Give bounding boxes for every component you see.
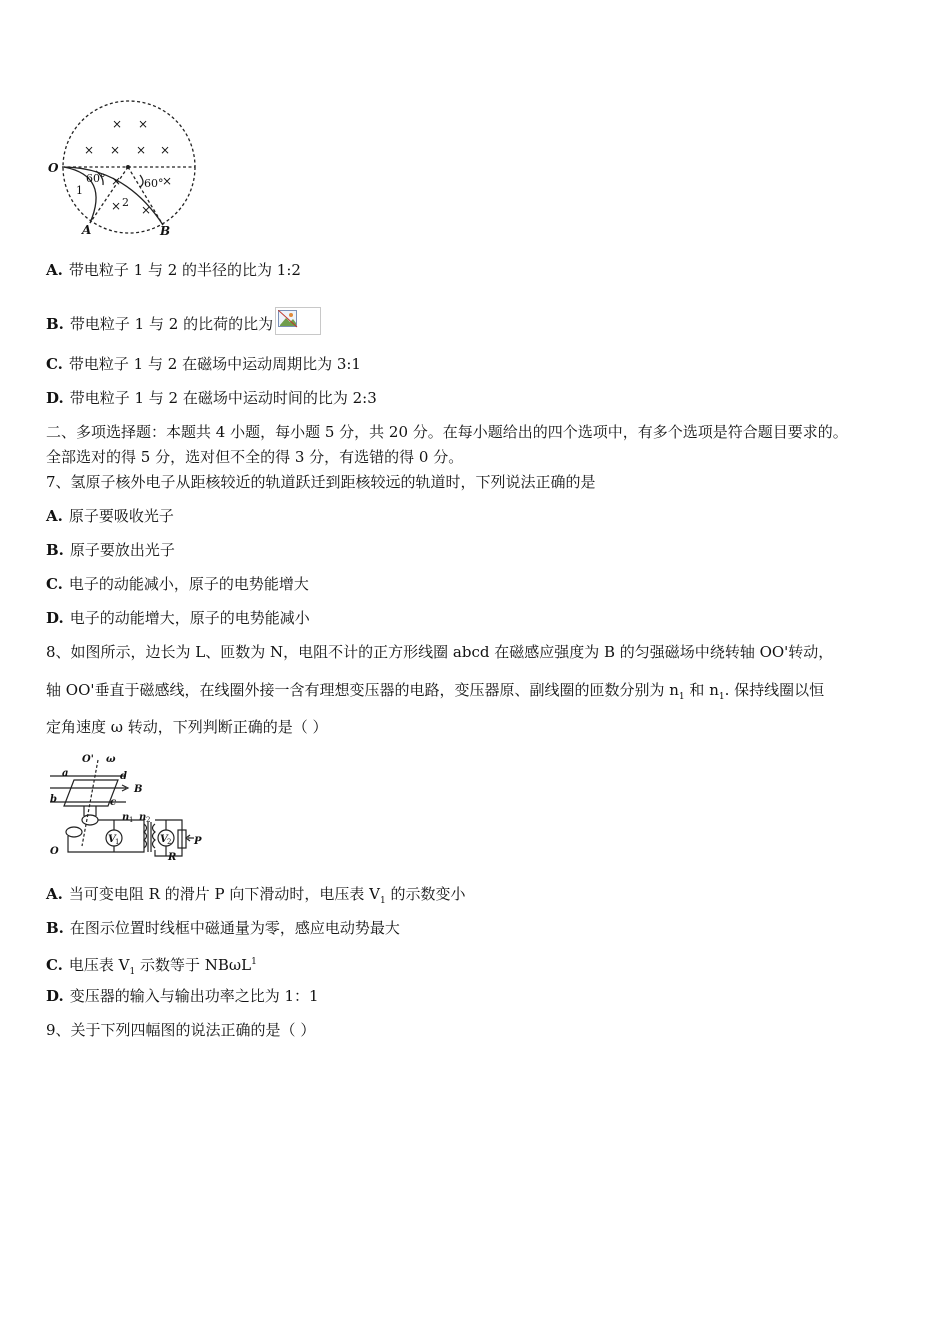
- field-cross: ×: [111, 174, 122, 188]
- option-key: A.: [46, 885, 63, 903]
- option-key: A.: [46, 261, 63, 279]
- svg-text:1: 1: [129, 816, 134, 824]
- option-text: 在图示位置时线框中磁通量为零，感应电动势最大: [69, 919, 400, 937]
- q7-option-a: [46, 506, 174, 526]
- option-text: 带电粒子 1 与 2 的比荷的比为: [69, 315, 274, 333]
- q8-option-a: A. 当可变电阻 R 的滑片 P 向下滑动时，电压表 $V_1$ 的示数变小: [46, 885, 466, 906]
- svg-text:P: P: [194, 836, 202, 847]
- q6-option-c: [46, 354, 361, 374]
- option-key: C.: [46, 575, 63, 593]
- angle-label-2: 60°: [144, 177, 164, 190]
- option-key: C.: [46, 956, 63, 974]
- option-key: D.: [46, 389, 64, 407]
- q8-option-d: [46, 986, 319, 1006]
- section-scoring: 全部选对的得 5 分，选对但不全的得 3 分，有选错的得 0 分。: [46, 448, 464, 466]
- field-cross: ×: [112, 117, 123, 131]
- option-key: D.: [46, 987, 64, 1005]
- q8-option-c: C. 电压表 $V_1$ 示数等于 NBωL$^1$: [46, 956, 257, 977]
- field-cross: ×: [141, 203, 152, 217]
- q6-option-b: [46, 307, 321, 335]
- path-label-2: 2: [122, 196, 129, 209]
- section-heading: 二、多项选择题：本题共 4 小题，每小题 5 分，共 20 分。在每小题给出的四个选项中，有多个选项是符合题目要求的。: [46, 423, 848, 441]
- q6-option-a: [46, 260, 301, 280]
- path-label-1: 1: [76, 184, 83, 197]
- field-cross: ×: [162, 174, 173, 188]
- svg-text:V: V: [160, 834, 168, 845]
- svg-text:R: R: [168, 852, 177, 863]
- field-cross: ×: [111, 199, 122, 213]
- svg-text:O': O': [82, 754, 94, 765]
- svg-text:b: b: [50, 794, 57, 805]
- label-O: O: [48, 161, 59, 175]
- option-text: 带电粒子 1 与 2 的半径的比为 1:2: [68, 261, 301, 279]
- q7-option-d: [46, 608, 310, 628]
- svg-text:d: d: [120, 771, 127, 782]
- field-cross: ×: [110, 143, 121, 157]
- option-key: B.: [46, 315, 64, 333]
- q7-stem: 7、氢原子核外电子从距核较近的轨道跃迁到距核较远的轨道时，下列说法正确的是: [46, 473, 596, 491]
- option-text: 原子要吸收光子: [68, 507, 174, 525]
- q8-stem-line1: 8、如图所示，边长为 L、匝数为 N，电阻不计的正方形线圈 abcd 在磁感应强度为 B 的匀强磁场中绕转轴 OO'转动，: [46, 643, 834, 661]
- angle-label-1: 60°: [86, 172, 106, 185]
- svg-text:1: 1: [115, 838, 120, 846]
- svg-text:2: 2: [167, 838, 172, 846]
- option-text: 变压器的输入与输出功率之比为 1：1: [69, 987, 319, 1005]
- svg-text:c: c: [110, 797, 117, 808]
- label-A: A: [82, 223, 92, 237]
- svg-text:a: a: [62, 768, 69, 779]
- option-key: B.: [46, 919, 64, 937]
- svg-text:B: B: [134, 784, 143, 795]
- field-cross: ×: [84, 143, 95, 157]
- q8-option-b: [46, 918, 400, 938]
- svg-text:V: V: [108, 834, 116, 845]
- svg-text:2: 2: [146, 816, 151, 824]
- option-text: 电子的动能增大，原子的电势能减小: [69, 609, 310, 627]
- option-key: A.: [46, 507, 63, 525]
- svg-text:n: n: [122, 812, 130, 823]
- option-text: 带电粒子 1 与 2 在磁场中运动时间的比为 2:3: [69, 389, 377, 407]
- label-B: B: [160, 224, 171, 238]
- field-cross: ×: [160, 143, 171, 157]
- coil-transformer-diagram: [44, 750, 204, 868]
- svg-text:n: n: [139, 812, 147, 823]
- field-cross: ×: [138, 117, 149, 131]
- option-key: C.: [46, 355, 63, 373]
- option-key: D.: [46, 609, 64, 627]
- q8-stem-line3: 定角速度 ω 转动，下列判断正确的是（ ）: [46, 718, 328, 736]
- option-text: 带电粒子 1 与 2 在磁场中运动周期比为 3:1: [68, 355, 361, 373]
- svg-text:ω: ω: [106, 754, 116, 765]
- field-cross: ×: [136, 143, 147, 157]
- option-text: 电子的动能减小，原子的电势能增大: [68, 575, 309, 593]
- magnetic-field-diagram: [44, 96, 204, 238]
- option-key: B.: [46, 541, 64, 559]
- svg-text:O: O: [50, 846, 59, 857]
- q7-option-b: [46, 540, 175, 560]
- broken-image-icon: [275, 307, 321, 335]
- q6-option-d: [46, 388, 377, 408]
- q9-stem: 9、关于下列四幅图的说法正确的是（ ）: [46, 1021, 316, 1039]
- option-text: 原子要放出光子: [69, 541, 175, 559]
- q8-stem-line2: 轴 OO'垂直于磁感线，在线圈外接一含有理想变压器的电路，变压器原、副线圈的匝数分别为 $n_1$ 和 $n_1$. 保持线圈以恒: [46, 681, 825, 702]
- q7-option-c: [46, 574, 309, 594]
